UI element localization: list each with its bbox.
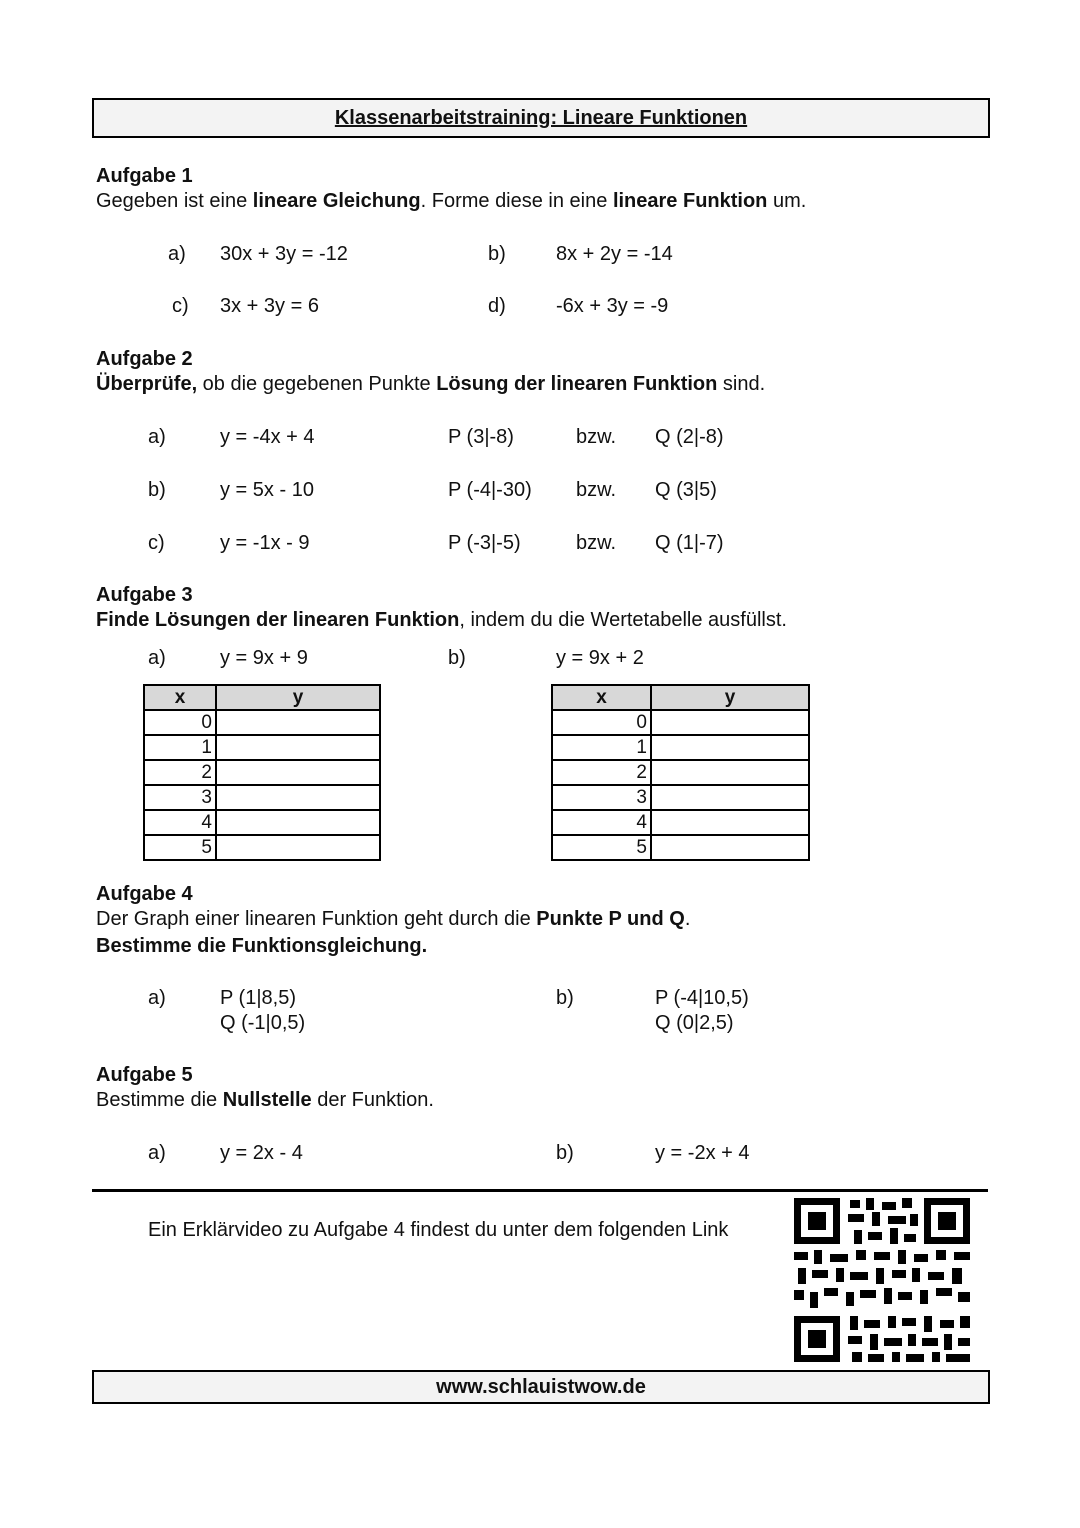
value-table-b bbox=[551, 684, 810, 861]
x-cell: 3 bbox=[552, 785, 651, 810]
instr-bold: lineare Funktion bbox=[612, 190, 768, 212]
task1-b-label: b) bbox=[488, 243, 506, 265]
task2-b-point-p: P (-4|-30) bbox=[448, 479, 532, 501]
col-header-x: x bbox=[144, 685, 216, 710]
footer-box bbox=[92, 1370, 990, 1404]
y-cell-empty[interactable] bbox=[216, 785, 380, 810]
instr-bold: lineare Gleichung bbox=[252, 190, 421, 212]
x-cell: 4 bbox=[144, 810, 216, 835]
task4-a-point-p: P (1|8,5) bbox=[220, 987, 296, 1009]
y-cell-empty[interactable] bbox=[651, 835, 809, 860]
task1-a-label: a) bbox=[168, 243, 186, 265]
instr-bold: Finde Lösungen der linearen Funktion bbox=[96, 609, 460, 631]
task3-b-label: b) bbox=[448, 647, 466, 669]
task2-a-equation: y = -4x + 4 bbox=[220, 426, 315, 448]
task2-a-point-p: P (3|-8) bbox=[448, 426, 514, 448]
video-note: Ein Erklärvideo zu Aufgabe 4 findest du unter dem folgenden Link bbox=[148, 1219, 729, 1241]
task2-b-label: b) bbox=[148, 479, 166, 501]
task2-heading: Aufgabe 2 bbox=[96, 348, 193, 370]
y-cell-empty[interactable] bbox=[651, 785, 809, 810]
instr-bold: Punkte P und Q bbox=[536, 908, 685, 930]
task1-c-equation: 3x + 3y = 6 bbox=[220, 295, 319, 317]
table-row bbox=[144, 810, 380, 835]
task5-b-equation: y = -2x + 4 bbox=[655, 1142, 750, 1164]
task4-b-point-p: P (-4|10,5) bbox=[655, 987, 749, 1009]
task1-d-equation: -6x + 3y = -9 bbox=[556, 295, 669, 317]
task3-heading: Aufgabe 3 bbox=[96, 584, 193, 606]
x-cell: 4 bbox=[552, 810, 651, 835]
task5-instruction bbox=[96, 1088, 434, 1112]
task1-heading: Aufgabe 1 bbox=[96, 165, 193, 187]
section-divider bbox=[92, 1189, 988, 1192]
task2-c-label: c) bbox=[148, 532, 165, 554]
task2-a-point-q: Q (2|-8) bbox=[655, 426, 724, 448]
task3-a-equation: y = 9x + 9 bbox=[220, 647, 308, 669]
table-row bbox=[552, 810, 809, 835]
task2-a-label: a) bbox=[148, 426, 166, 448]
instr-text: Bestimme die bbox=[96, 1089, 223, 1111]
task1-c-label: c) bbox=[172, 295, 189, 317]
col-header-y: y bbox=[216, 685, 380, 710]
task2-b-bzw: bzw. bbox=[576, 479, 617, 501]
y-cell-empty[interactable] bbox=[651, 810, 809, 835]
table-row bbox=[144, 785, 380, 810]
table-header-row bbox=[144, 685, 380, 710]
instr-text: der Funktion. bbox=[311, 1089, 434, 1111]
instr-text: sind. bbox=[717, 373, 766, 395]
task2-b-point-q: Q (3|5) bbox=[655, 479, 717, 501]
instr-text: . bbox=[684, 908, 691, 930]
task3-b-equation: y = 9x + 2 bbox=[556, 647, 644, 669]
x-cell: 5 bbox=[144, 835, 216, 860]
x-cell: 0 bbox=[144, 710, 216, 735]
task2-c-equation: y = -1x - 9 bbox=[220, 532, 310, 554]
task2-c-point-p: P (-3|-5) bbox=[448, 532, 521, 554]
task5-heading: Aufgabe 5 bbox=[96, 1064, 193, 1086]
instr-bold: Lösung der linearen Funktion bbox=[436, 373, 718, 395]
value-table-a bbox=[143, 684, 381, 861]
task5-a-equation: y = 2x - 4 bbox=[220, 1142, 303, 1164]
footer-url-link[interactable]: www.schlauistwow.de bbox=[436, 1376, 646, 1398]
task4-heading: Aufgabe 4 bbox=[96, 883, 193, 905]
page-title: Klassenarbeitstraining: Lineare Funktionen bbox=[334, 107, 748, 129]
col-header-y: y bbox=[651, 685, 809, 710]
task3-a-label: a) bbox=[148, 647, 166, 669]
instr-text: um. bbox=[767, 190, 807, 212]
y-cell-empty[interactable] bbox=[651, 710, 809, 735]
x-cell: 1 bbox=[144, 735, 216, 760]
instr-text: Der Graph einer linearen Funktion geht durch die bbox=[96, 908, 537, 930]
instr-bold: Nullstelle bbox=[222, 1089, 312, 1111]
y-cell-empty[interactable] bbox=[216, 710, 380, 735]
task4-a-point-q: Q (-1|0,5) bbox=[220, 1012, 306, 1034]
y-cell-empty[interactable] bbox=[216, 735, 380, 760]
y-cell-empty[interactable] bbox=[216, 835, 380, 860]
x-cell: 2 bbox=[552, 760, 651, 785]
y-cell-empty[interactable] bbox=[216, 760, 380, 785]
y-cell-empty[interactable] bbox=[651, 760, 809, 785]
task2-a-bzw: bzw. bbox=[576, 426, 617, 448]
task2-b-equation: y = 5x - 10 bbox=[220, 479, 314, 501]
task2-c-bzw: bzw. bbox=[576, 532, 617, 554]
task1-a-equation: 30x + 3y = -12 bbox=[220, 243, 348, 265]
col-header-x: x bbox=[552, 685, 651, 710]
instr-text: Gegeben ist eine bbox=[96, 190, 253, 212]
table-row bbox=[144, 710, 380, 735]
title-box bbox=[92, 98, 990, 138]
x-cell: 0 bbox=[552, 710, 651, 735]
task4-b-label: b) bbox=[556, 987, 574, 1009]
x-cell: 3 bbox=[144, 785, 216, 810]
instr-bold: Überprüfe, bbox=[96, 373, 198, 395]
instr-text: . Forme diese in eine bbox=[420, 190, 613, 212]
x-cell: 1 bbox=[552, 735, 651, 760]
table-row bbox=[552, 735, 809, 760]
task3-instruction bbox=[96, 608, 787, 632]
instr-text: , indem du die Wertetabelle ausfüllst. bbox=[459, 609, 787, 631]
table-header-row bbox=[552, 685, 809, 710]
table-row bbox=[144, 735, 380, 760]
task4-instruction-2: Bestimme die Funktionsgleichung. bbox=[96, 935, 428, 957]
task1-b-equation: 8x + 2y = -14 bbox=[556, 243, 673, 265]
task5-b-label: b) bbox=[556, 1142, 574, 1164]
task4-b-point-q: Q (0|2,5) bbox=[655, 1012, 734, 1034]
qr-code-icon[interactable] bbox=[794, 1198, 970, 1362]
y-cell-empty[interactable] bbox=[651, 735, 809, 760]
table-row bbox=[552, 835, 809, 860]
x-cell: 2 bbox=[144, 760, 216, 785]
task4-instruction-1 bbox=[96, 907, 690, 931]
task1-instruction bbox=[96, 189, 806, 213]
task1-d-label: d) bbox=[488, 295, 506, 317]
table-row bbox=[552, 785, 809, 810]
task2-instruction bbox=[96, 372, 765, 396]
task2-c-point-q: Q (1|-7) bbox=[655, 532, 724, 554]
task5-a-label: a) bbox=[148, 1142, 166, 1164]
table-row bbox=[552, 710, 809, 735]
table-row bbox=[144, 835, 380, 860]
table-row bbox=[552, 760, 809, 785]
task4-a-label: a) bbox=[148, 987, 166, 1009]
x-cell: 5 bbox=[552, 835, 651, 860]
instr-text: ob die gegebenen Punkte bbox=[197, 373, 437, 395]
table-row bbox=[144, 760, 380, 785]
y-cell-empty[interactable] bbox=[216, 810, 380, 835]
